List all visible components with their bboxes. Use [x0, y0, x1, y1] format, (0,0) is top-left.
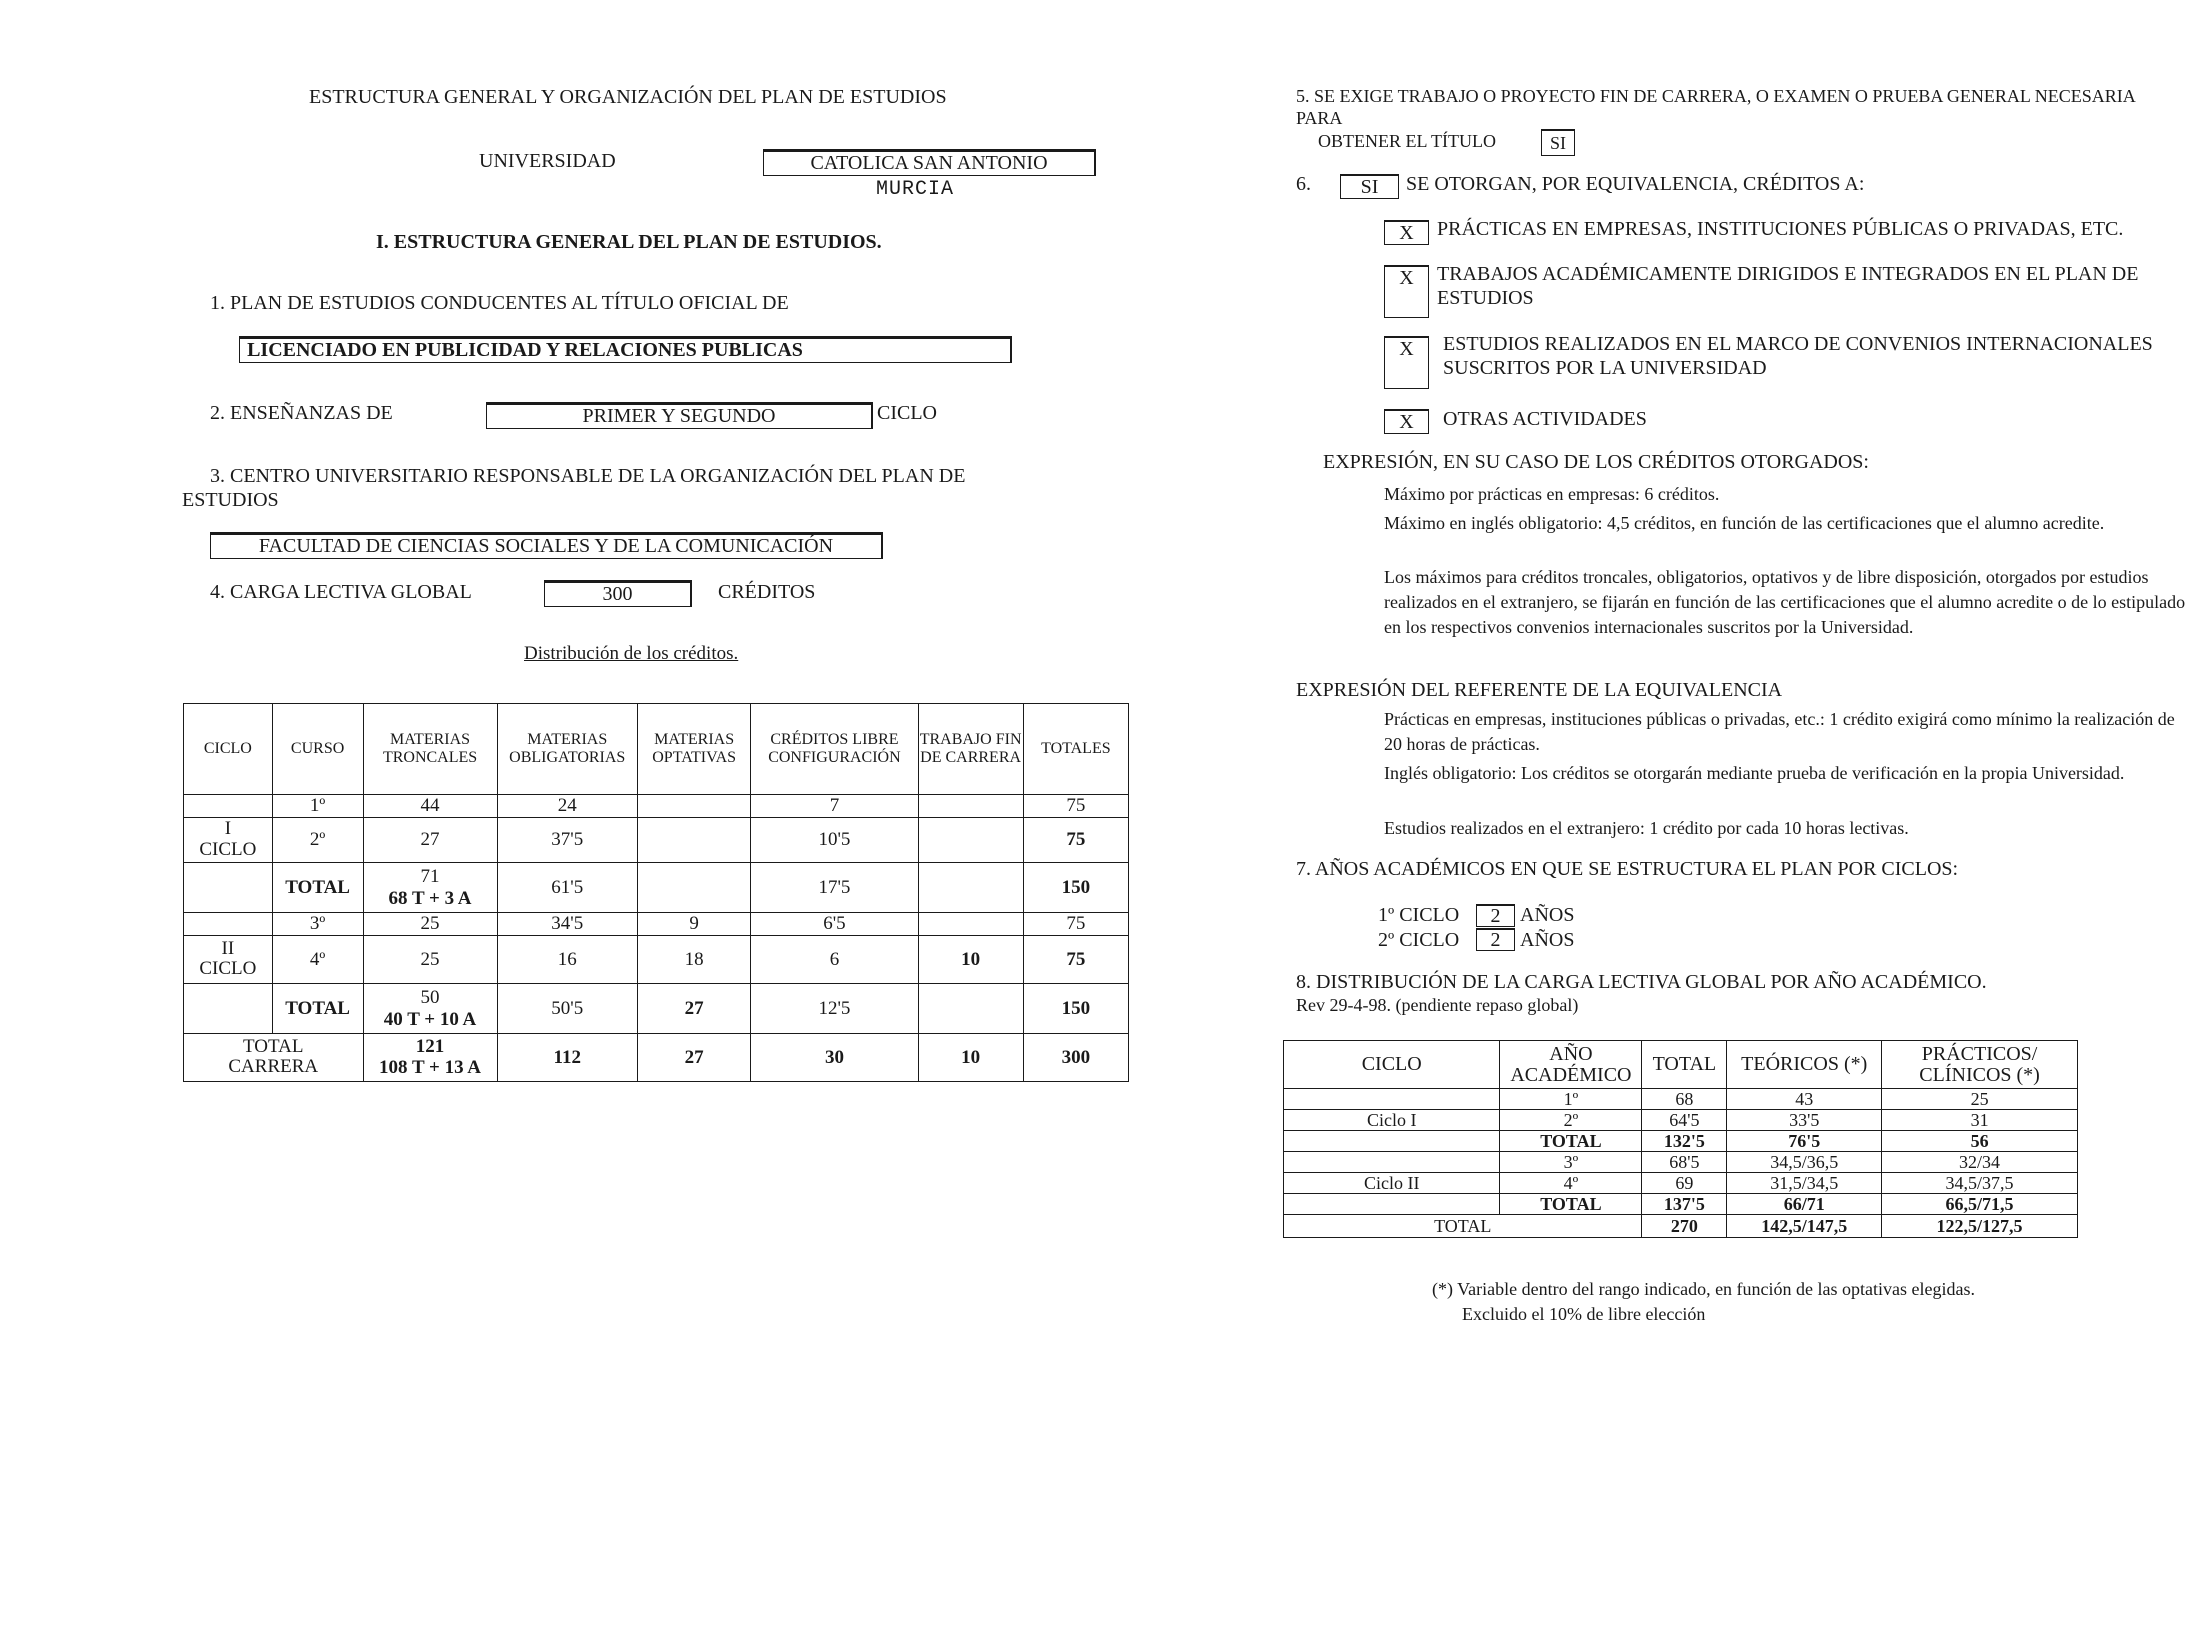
item6-checkbox [1340, 174, 1399, 199]
cycles-field [486, 402, 873, 429]
table-cell: 270 [1642, 1215, 1727, 1238]
table-cell: 43 [1727, 1089, 1882, 1110]
footnote-1: (*) Variable dentro del rango indicado, en función de las optativas elegidas. [1432, 1279, 1975, 1299]
table-cell [637, 795, 750, 818]
table-cell: 132'5 [1642, 1131, 1727, 1152]
table-cell: 68'5 [1642, 1152, 1727, 1173]
grand-troncales: 121 [415, 1035, 445, 1057]
distribution-title: Distribución de los créditos. [524, 643, 739, 664]
grand-total-text: TOTAL CARRERA [228, 1035, 319, 1078]
option-text-trabajos: TRABAJOS ACADÉMICAMENTE DIRIGIDOS E INTEGRADOS EN EL PLAN DE ESTUDIOS [1437, 263, 2139, 309]
table-cell: 27 [363, 818, 497, 863]
anos-label: AÑOS [1520, 904, 1575, 926]
faculty-field [210, 532, 883, 559]
footnote-2: Excluido el 10% de libre elección [1462, 1304, 1706, 1324]
checkbox-mark: X [1399, 411, 1414, 433]
university-value: CATOLICA SAN ANTONIO [810, 152, 1048, 174]
table-cell: 50'5 [497, 984, 637, 1034]
table-cell [637, 863, 750, 913]
table-cell: 10 [918, 936, 1023, 984]
troncales-breakdown: 40 T + 10 A [383, 1008, 477, 1030]
table-cell: 34,5/36,5 [1727, 1152, 1882, 1173]
table-cell: 75 [1023, 818, 1128, 863]
checkbox-mark: X [1399, 338, 1414, 360]
cycles-value: PRIMER Y SEGUNDO [582, 405, 776, 427]
credits-distribution-table [183, 703, 1129, 1082]
table-cell: TOTAL [1500, 1131, 1642, 1152]
table-cell: 34'5 [497, 913, 637, 936]
table-row [184, 984, 1129, 1034]
ciclo1-years: 2 [1490, 905, 1501, 927]
table-cell: 10'5 [751, 818, 918, 863]
table-cell: 25 [363, 913, 497, 936]
curso-cell: TOTAL [272, 984, 363, 1034]
grand-total-row [184, 1034, 1129, 1082]
table-cell: 66/71 [1727, 1194, 1882, 1215]
troncales-breakdown: 68 T + 3 A [388, 887, 472, 909]
header-cell: TEÓRICOS (*) [1727, 1041, 1882, 1089]
page-header: ESTRUCTURA GENERAL Y ORGANIZACIÓN DEL PLAN DE ESTUDIOS [309, 86, 947, 108]
table-cell: 27 [637, 984, 750, 1034]
table-cell: 2º [1500, 1110, 1642, 1131]
header-cell: MATERIAS OPTATIVAS [637, 704, 750, 795]
header-cell: TRABAJO FIN DE CARRERA [918, 704, 1023, 795]
ciclo1-label: 1º CICLO [1378, 904, 1460, 926]
table-cell: 44 [363, 795, 497, 818]
table-cell: 24 [497, 795, 637, 818]
table-cell: 25 [363, 936, 497, 984]
table-row [1284, 1173, 2078, 1194]
table-cell: 75 [1023, 936, 1128, 984]
university-label: UNIVERSIDAD [479, 150, 616, 172]
degree-value: LICENCIADO EN PUBLICIDAD Y RELACIONES PUBLICAS [247, 339, 803, 361]
ciclo1-years-box [1476, 904, 1515, 927]
header-cell: MATERIAS OBLIGATORIAS [497, 704, 637, 795]
checkbox-mark: X [1399, 267, 1414, 289]
table-row [184, 863, 1129, 913]
ciclo-label: II CICLO [199, 937, 257, 980]
anos-label: AÑOS [1520, 929, 1575, 951]
table-cell: 37'5 [497, 818, 637, 863]
table-cell [918, 795, 1023, 818]
table-cell: 9 [637, 913, 750, 936]
item5-label: 5. SE EXIGE TRABAJO O PROYECTO FIN DE CARRERA, O EXAMEN O PRUEBA GENERAL NECESARIA PARA [1296, 86, 2135, 128]
table-cell: 142,5/147,5 [1727, 1215, 1882, 1238]
table-cell: 1º [1500, 1089, 1642, 1110]
table-cell: 300 [1023, 1034, 1128, 1082]
table-cell [918, 818, 1023, 863]
item6-number: 6. [1296, 173, 1311, 195]
table-cell: 17'5 [751, 863, 918, 913]
table-cell: 61'5 [497, 863, 637, 913]
table-cell: 16 [497, 936, 637, 984]
total-label: TOTAL [1284, 1215, 1642, 1238]
ciclo2-years: 2 [1490, 929, 1501, 951]
table-cell: 122,5/127,5 [1882, 1215, 2078, 1238]
option-text-convenios: ESTUDIOS REALIZADOS EN EL MARCO DE CONVENIOS INTERNACIONALES SUSCRITOS POR LA UNIVERSIDAD [1443, 333, 2153, 379]
table-cell [1284, 1131, 1500, 1152]
header-cell: CRÉDITOS LIBRE CONFIGURACIÓN [751, 704, 918, 795]
table-cell [918, 984, 1023, 1034]
table-cell: 64'5 [1642, 1110, 1727, 1131]
table-cell: 56 [1882, 1131, 2078, 1152]
item6-value: SI [1360, 176, 1379, 198]
ciclo-cell [184, 818, 273, 863]
header-cell: TOTAL [1642, 1041, 1727, 1089]
referente-line: Estudios realizados en el extranjero: 1 crédito por cada 10 horas lectivas. [1384, 818, 1909, 838]
curso-cell: TOTAL [272, 863, 363, 913]
table-cell [363, 1034, 497, 1082]
header-cell: CICLO [184, 704, 273, 795]
grand-troncales-breakdown: 108 T + 13 A [379, 1056, 482, 1078]
header-cell: CICLO [1284, 1041, 1500, 1089]
table-cell: 137'5 [1642, 1194, 1727, 1215]
option-text-practicas: PRÁCTICAS EN EMPRESAS, INSTITUCIONES PÚBLICAS O PRIVADAS, ETC. [1437, 218, 2124, 240]
option-checkbox-practicas [1384, 220, 1429, 245]
table-cell: 75 [1023, 913, 1128, 936]
table-cell: Ciclo I [1284, 1110, 1500, 1131]
table-cell: 150 [1023, 863, 1128, 913]
item6-label: SE OTORGAN, POR EQUIVALENCIA, CRÉDITOS A: [1406, 173, 1865, 195]
table-cell: 75 [1023, 795, 1128, 818]
table-cell [363, 984, 497, 1034]
university-field [763, 149, 1096, 176]
table-cell: 3º [1500, 1152, 1642, 1173]
troncales-total: 71 [420, 865, 440, 887]
header-cell: MATERIAS TRONCALES [363, 704, 497, 795]
ciclo-cell [184, 913, 273, 936]
table-cell: 4º [1500, 1173, 1642, 1194]
checkbox-mark: X [1399, 222, 1414, 244]
table-cell [637, 818, 750, 863]
table-cell: 18 [637, 936, 750, 984]
option-checkbox-convenios [1384, 336, 1429, 389]
troncales-total: 50 [420, 986, 440, 1008]
table-row [1284, 1131, 2078, 1152]
table-row [1284, 1194, 2078, 1215]
table-cell [1284, 1089, 1500, 1110]
table-cell: 68 [1642, 1089, 1727, 1110]
table-cell: 7 [751, 795, 918, 818]
item8-note: Rev 29-4-98. (pendiente repaso global) [1296, 995, 1579, 1015]
table-header-row [1284, 1041, 2078, 1089]
table-row [184, 936, 1129, 984]
table-cell [1284, 1152, 1500, 1173]
header-text: PRÁCTICOS/ CLÍNICOS (*) [1919, 1042, 2040, 1086]
item5-label-2: OBTENER EL TÍTULO [1318, 131, 1496, 151]
degree-field [239, 336, 1012, 363]
ciclo-cell [184, 863, 273, 913]
table-cell: 112 [497, 1034, 637, 1082]
header-text: AÑO ACADÉMICO [1510, 1042, 1632, 1086]
table-cell: 6 [751, 936, 918, 984]
option-checkbox-trabajos [1384, 265, 1429, 318]
table-cell: 69 [1642, 1173, 1727, 1194]
table-cell: Ciclo II [1284, 1173, 1500, 1194]
item1-label: 1. PLAN DE ESTUDIOS CONDUCENTES AL TÍTULO OFICIAL DE [210, 292, 789, 314]
table-cell [1284, 1194, 1500, 1215]
table-cell: 32/34 [1882, 1152, 2078, 1173]
ciclo-label: I CICLO [199, 818, 257, 860]
table-cell: 6'5 [751, 913, 918, 936]
item5-checkbox [1541, 129, 1575, 156]
header-cell: TOTALES [1023, 704, 1128, 795]
table-cell: 33'5 [1727, 1110, 1882, 1131]
table-row [1284, 1110, 2078, 1131]
grand-total-label [184, 1034, 364, 1082]
curso-cell: 4º [272, 936, 363, 984]
header-cell: CURSO [272, 704, 363, 795]
credits-value: 300 [602, 583, 633, 605]
ciclo2-label: 2º CICLO [1378, 929, 1460, 951]
annual-load-table [1283, 1040, 2078, 1238]
table-cell: 34,5/37,5 [1882, 1173, 2078, 1194]
table-cell: 150 [1023, 984, 1128, 1034]
item8-label: 8. DISTRIBUCIÓN DE LA CARGA LECTIVA GLOBAL POR AÑO ACADÉMICO. [1296, 971, 1987, 993]
curso-cell: 3º [272, 913, 363, 936]
table-row [184, 913, 1129, 936]
item4-label: 4. CARGA LECTIVA GLOBAL [210, 581, 472, 603]
table-row [1284, 1089, 2078, 1110]
table-cell: 76'5 [1727, 1131, 1882, 1152]
expresion-line: Máximo por prácticas en empresas: 6 créditos. [1384, 484, 1720, 504]
table-cell [363, 863, 497, 913]
table-cell: 10 [918, 1034, 1023, 1082]
expresion-title: EXPRESIÓN, EN SU CASO DE LOS CRÉDITOS OTORGADOS: [1323, 451, 1869, 473]
university-city: MURCIA [876, 178, 955, 201]
table-row [1284, 1152, 2078, 1173]
item2-label: 2. ENSEÑANZAS DE [210, 402, 393, 424]
curso-cell: 2º [272, 818, 363, 863]
item5-value: SI [1549, 133, 1566, 153]
referente-line: Prácticas en empresas, instituciones públicas o privadas, etc.: 1 crédito exigirá como mínimo la realización de 20 horas de prácticas. [1384, 709, 2175, 754]
referente-title: EXPRESIÓN DEL REFERENTE DE LA EQUIVALENCIA [1296, 679, 1783, 701]
ciclo2-years-box [1476, 928, 1515, 951]
faculty-value: FACULTAD DE CIENCIAS SOCIALES Y DE LA COMUNICACIÓN [258, 535, 834, 557]
table-cell: 66,5/71,5 [1882, 1194, 2078, 1215]
item3-label: 3. CENTRO UNIVERSITARIO RESPONSABLE DE LA ORGANIZACIÓN DEL PLAN DE ESTUDIOS [182, 465, 966, 512]
referente-line: Inglés obligatorio: Los créditos se otorgarán mediante prueba de verificación en la propia Universidad. [1384, 763, 2125, 783]
table-cell: 31,5/34,5 [1727, 1173, 1882, 1194]
ciclo-cell [184, 936, 273, 984]
table-row [184, 818, 1129, 863]
expresion-line: Máximo en inglés obligatorio: 4,5 créditos, en función de las certificaciones que el alumno acredite. [1384, 513, 2105, 533]
item2-suffix: CICLO [877, 402, 937, 424]
table-cell: 27 [637, 1034, 750, 1082]
section-title: I. ESTRUCTURA GENERAL DEL PLAN DE ESTUDIOS. [376, 231, 882, 253]
curso-cell: 1º [272, 795, 363, 818]
table-cell [918, 863, 1023, 913]
header-cell [1500, 1041, 1642, 1089]
item7-label: 7. AÑOS ACADÉMICOS EN QUE SE ESTRUCTURA EL PLAN POR CICLOS: [1296, 858, 1959, 880]
table-cell: 30 [751, 1034, 918, 1082]
table-cell: TOTAL [1500, 1194, 1642, 1215]
item4-suffix: CRÉDITOS [718, 581, 816, 603]
table-header-row [184, 704, 1129, 795]
expresion-line: Los máximos para créditos troncales, obligatorios, optativos y de libre disposición, otorgados por estudios realizados en el extranjero, se fijarán en función de las certificaciones que el alumno acredite o de lo estipulado en los respectivos convenios internacionales suscritos por la Universidad. [1384, 567, 2186, 637]
ciclo-cell [184, 984, 273, 1034]
credits-field [544, 580, 692, 607]
option-checkbox-otras [1384, 409, 1429, 434]
ciclo-cell [184, 795, 273, 818]
header-cell [1882, 1041, 2078, 1089]
total-row [1284, 1215, 2078, 1238]
table-cell: 31 [1882, 1110, 2078, 1131]
table-row [184, 795, 1129, 818]
table-cell: 12'5 [751, 984, 918, 1034]
table-cell: 25 [1882, 1089, 2078, 1110]
option-text-otras: OTRAS ACTIVIDADES [1443, 408, 1647, 430]
table-cell [918, 913, 1023, 936]
